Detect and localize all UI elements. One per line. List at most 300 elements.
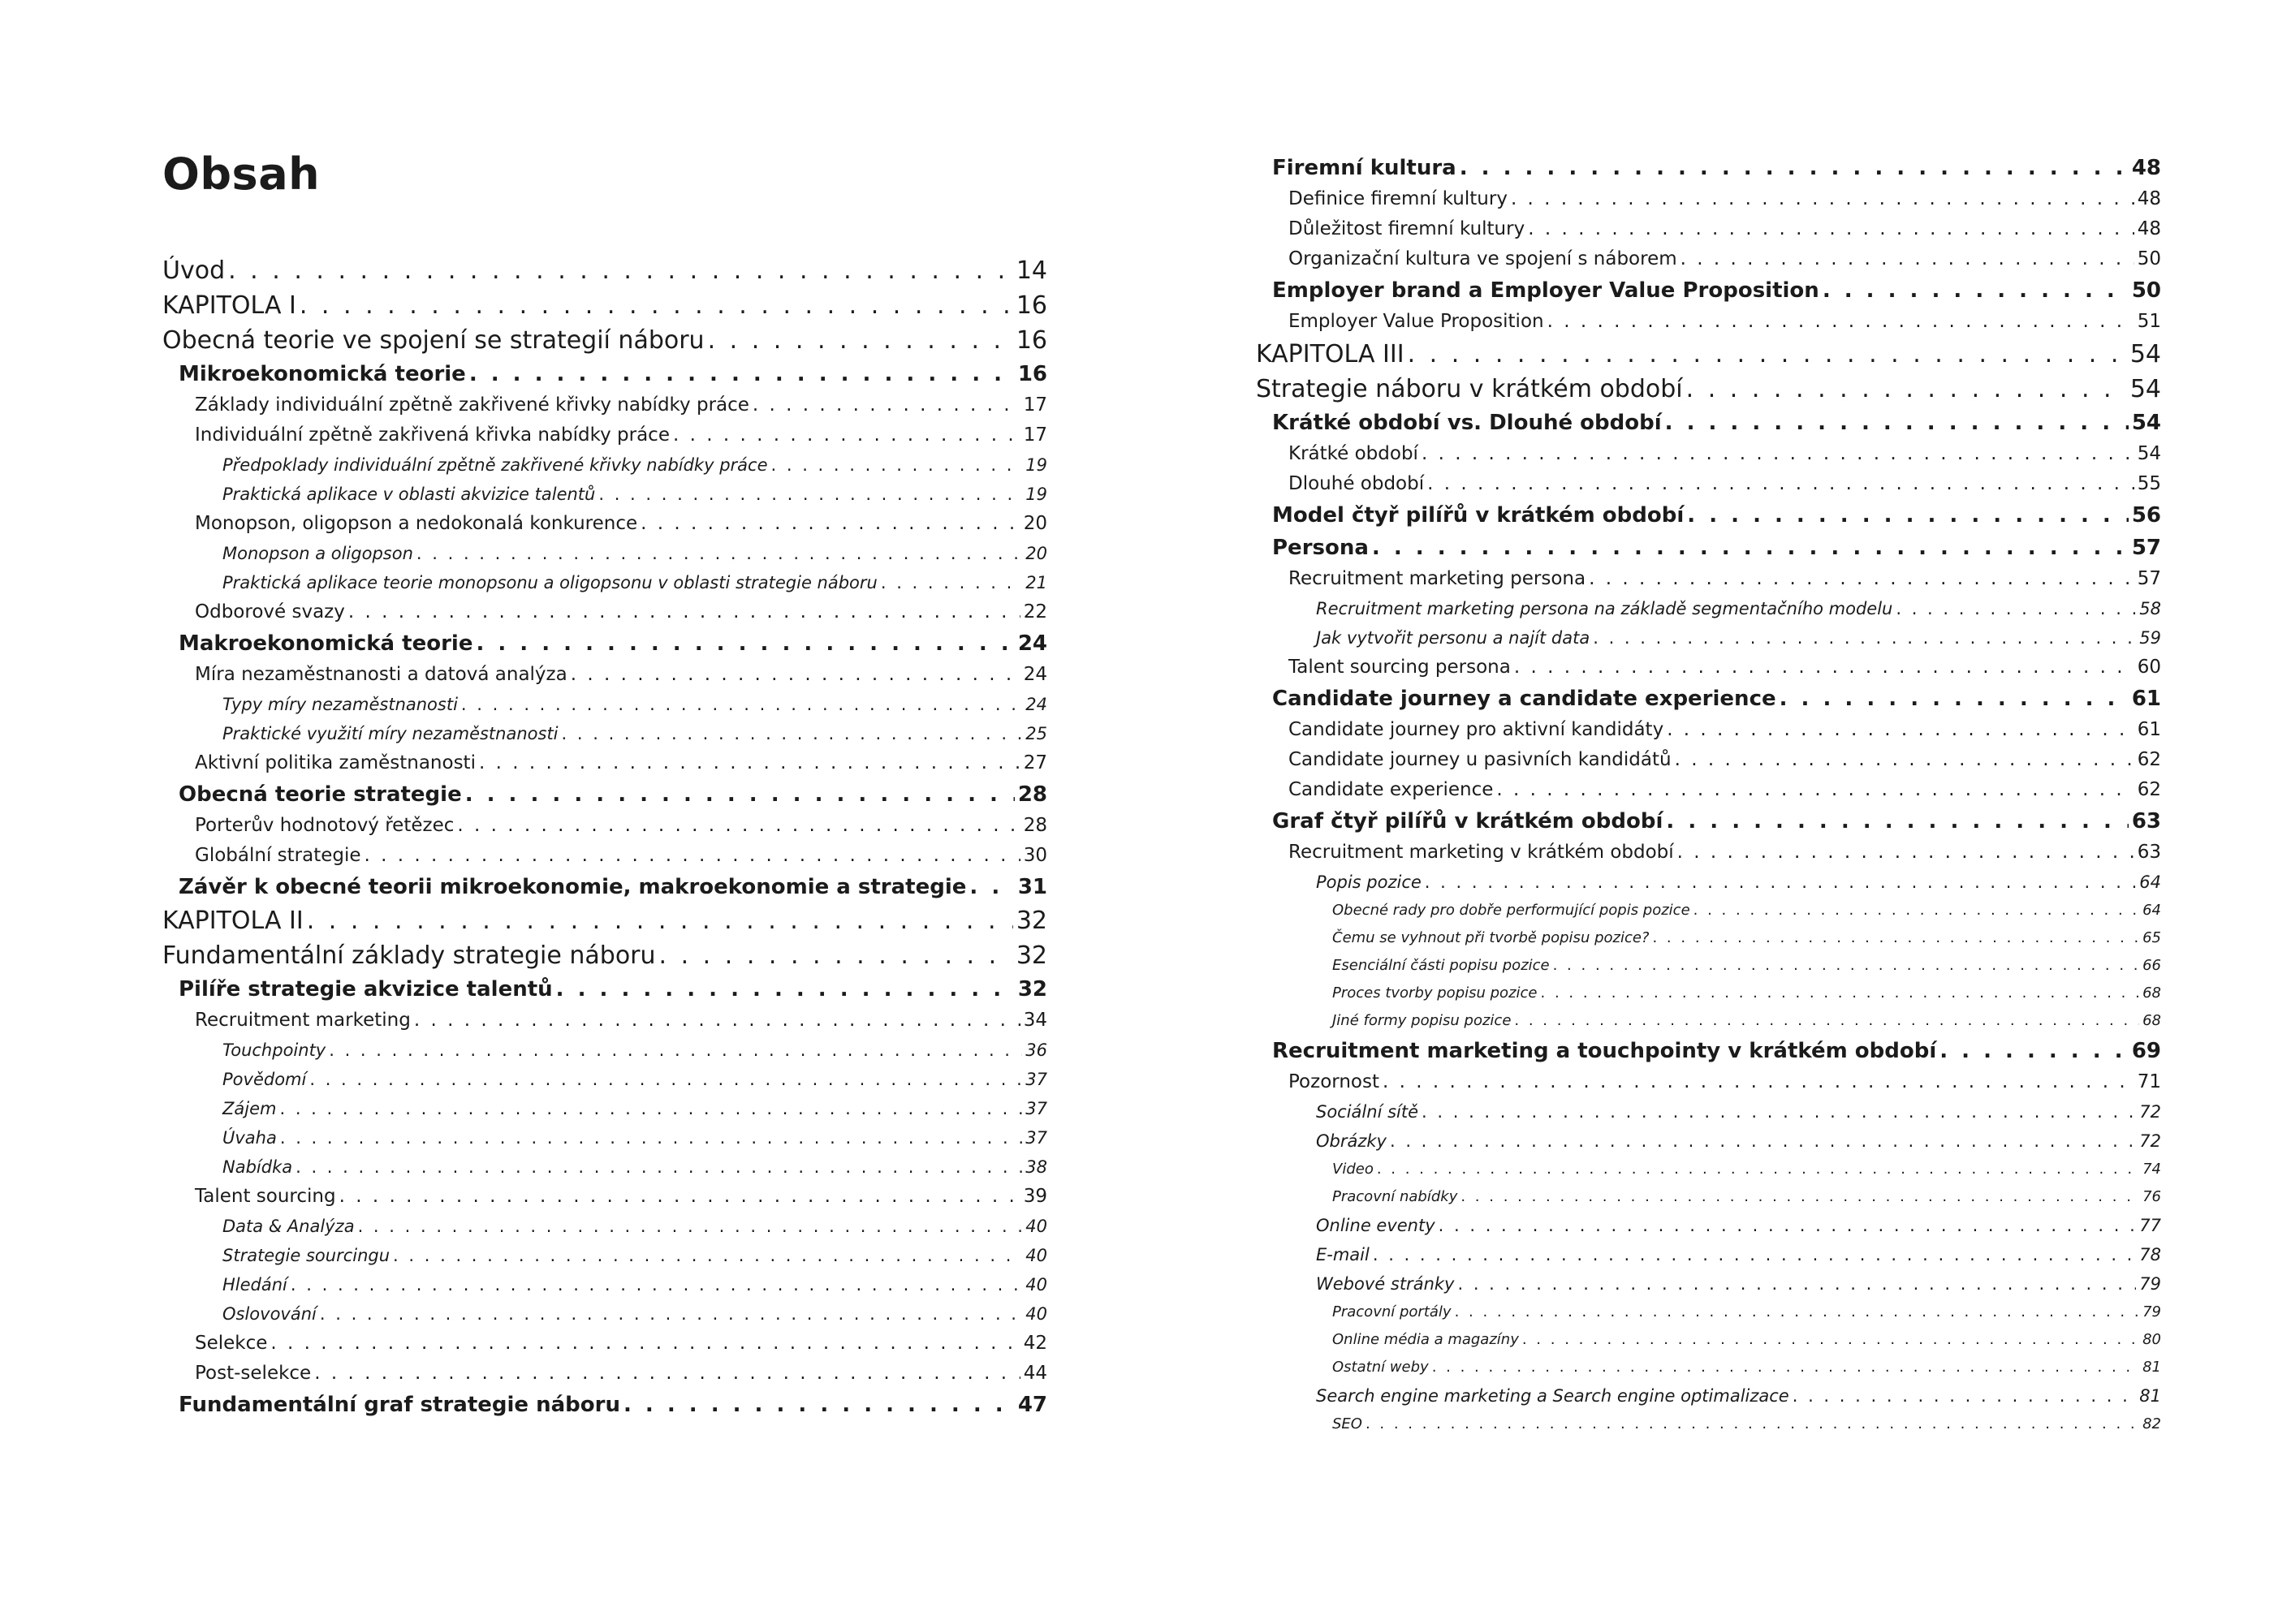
toc-entry-title: Úvaha (222, 1128, 277, 1148)
dot-leader (1460, 1183, 2139, 1211)
toc-entry-title: Strategie sourcingu (222, 1246, 390, 1265)
toc-entry-title: Candidate experience (1288, 779, 1494, 800)
toc-entry-title: Talent sourcing (195, 1186, 336, 1207)
toc-list-left (162, 253, 1047, 1421)
toc-entry-title: Recruitment marketing (195, 1010, 411, 1031)
toc-entry-page-number: 79 (2142, 1303, 2161, 1320)
dot-leader (556, 973, 1015, 1006)
toc-entry[interactable] (1256, 532, 2161, 564)
toc-entry-page-number: 42 (1023, 1333, 1047, 1354)
toc-entry-title: Organizační kultura ve spojení s náborem (1288, 248, 1677, 269)
dot-leader (598, 480, 1022, 509)
toc-entry-page-number: 57 (2131, 536, 2161, 560)
dot-leader (479, 748, 1020, 778)
dot-leader (1677, 838, 2134, 868)
toc-entry-page-number: 19 (1025, 455, 1047, 475)
toc-entry[interactable] (162, 1212, 1047, 1241)
toc-entry[interactable] (1256, 653, 2161, 683)
toc-entry[interactable] (162, 568, 1047, 597)
toc-entry-title: Pozornost (1288, 1071, 1379, 1092)
toc-entry-title: Úvod (162, 256, 226, 285)
dot-leader (708, 323, 1013, 358)
dot-leader (1366, 1411, 2139, 1438)
toc-entry-page-number: 37 (1025, 1070, 1047, 1089)
toc-entry-page-number: 54 (2131, 411, 2161, 435)
toc-entry-page-number: 40 (1025, 1217, 1047, 1236)
toc-entry-page-number: 31 (1017, 875, 1047, 899)
toc-entry-title: Předpoklady individuální zpětně zakřivené křivky nabídky práce (222, 455, 768, 475)
dot-leader (753, 390, 1020, 420)
dot-leader (1439, 1211, 2137, 1240)
toc-entry[interactable] (162, 1389, 1047, 1421)
dot-leader (465, 778, 1015, 811)
toc-entry-page-number: 25 (1025, 724, 1047, 743)
toc-entry-title: Nabídka (222, 1157, 293, 1177)
toc-entry-title: Persona (1272, 536, 1369, 560)
toc-entry-title: Model čtyř pilířů v krátkém období (1272, 503, 1685, 528)
toc-entry-title: Míra nezaměstnanosti a datová analýza (195, 664, 567, 685)
dot-leader (1373, 1240, 2136, 1269)
dot-leader (1667, 715, 2134, 745)
toc-entry-page-number: 37 (1025, 1099, 1047, 1118)
toc-entry-page-number: 37 (1025, 1128, 1047, 1148)
toc-entry-page-number: 16 (1017, 362, 1047, 386)
toc-entry-page-number: 81 (2139, 1386, 2161, 1406)
toc-entry-page-number: 66 (2142, 957, 2161, 974)
toc-entry[interactable] (1256, 274, 2161, 307)
dot-leader (348, 597, 1020, 627)
toc-entry[interactable] (1256, 1156, 2161, 1183)
toc-entry-page-number: 78 (2139, 1245, 2161, 1264)
toc-entry-title: Search engine marketing a Search engine optimalizace (1316, 1386, 1789, 1406)
toc-entry[interactable] (1256, 152, 2161, 184)
toc-entry-title: Webové stránky (1316, 1274, 1455, 1294)
toc-entry[interactable] (162, 1182, 1047, 1212)
dot-leader (1427, 469, 2134, 499)
dot-leader (1455, 1299, 2140, 1326)
toc-entry-title: Závěr k obecné teorii mikroekonomie, makroekonomie a strategie (179, 875, 967, 899)
toc-entry[interactable] (162, 1065, 1047, 1094)
dot-leader (1589, 564, 2134, 594)
toc-entry-page-number: 40 (1025, 1275, 1047, 1294)
toc-entry-title: Video (1332, 1161, 1374, 1178)
toc-entry[interactable] (162, 811, 1047, 841)
toc-entry-page-number: 55 (2137, 473, 2161, 494)
toc-entry-page-number: 63 (2131, 809, 2161, 834)
dot-leader (1687, 499, 2129, 532)
toc-entry-title: Jiné formy popisu pozice (1332, 1012, 1512, 1029)
toc-entry[interactable] (1256, 897, 2161, 924)
toc-entry[interactable] (162, 690, 1047, 719)
toc-entry[interactable] (162, 509, 1047, 539)
toc-entry-page-number: 63 (2137, 842, 2161, 863)
toc-entry-title: Obrázky (1316, 1131, 1387, 1151)
dot-leader (307, 903, 1013, 938)
toc-entry[interactable] (162, 973, 1047, 1006)
toc-entry-title: Ostatní weby (1332, 1359, 1429, 1376)
toc-entry-title: Typy míry nezaměstnanosti (222, 695, 458, 714)
dot-leader (457, 811, 1020, 841)
toc-entry-title: Monopson a oligopson (222, 544, 413, 563)
toc-entry-title: Základy individuální zpětně zakřivené křivky nabídky práce (195, 394, 749, 416)
dot-leader (365, 841, 1020, 871)
toc-entry-title: KAPITOLA III (1256, 340, 1404, 368)
toc-entry-title: Employer brand a Employer Value Proposition (1272, 278, 1819, 303)
dot-leader (228, 253, 1013, 288)
toc-entry[interactable] (162, 450, 1047, 480)
toc-entry[interactable] (1256, 594, 2161, 623)
toc-entry-page-number: 50 (2131, 278, 2161, 303)
toc-entry[interactable] (1256, 244, 2161, 274)
toc-entry[interactable] (162, 1270, 1047, 1299)
right-page (1146, 0, 2291, 1624)
toc-entry-title: Povědomí (222, 1070, 307, 1089)
toc-entry[interactable] (162, 1006, 1047, 1036)
toc-entry-page-number: 20 (1023, 513, 1047, 534)
toc-entry-title: Employer Value Proposition (1288, 311, 1544, 332)
dot-leader (1693, 897, 2139, 924)
toc-title: Obsah (162, 149, 321, 200)
dot-leader (329, 1036, 1022, 1065)
toc-entry[interactable] (1256, 337, 2161, 372)
toc-entry[interactable] (162, 358, 1047, 390)
toc-entry-title: Globální strategie (195, 845, 361, 866)
dot-leader (1652, 924, 2139, 952)
toc-entry[interactable] (162, 288, 1047, 323)
toc-entry-title: Mikroekonomická teorie (179, 362, 466, 386)
toc-entry-page-number: 81 (2142, 1359, 2161, 1376)
toc-entry[interactable] (1256, 439, 2161, 469)
toc-entry-page-number: 14 (1016, 256, 1047, 285)
dot-leader (969, 871, 1014, 903)
toc-entry-page-number: 74 (2142, 1161, 2161, 1178)
toc-entry-title: E-mail (1316, 1245, 1370, 1264)
toc-entry-title: Post-selekce (195, 1363, 312, 1384)
toc-entry-title: Zájem (222, 1099, 277, 1118)
dot-leader (1780, 683, 2129, 715)
toc-entry[interactable] (162, 627, 1047, 660)
dot-leader (1522, 1326, 2139, 1354)
toc-entry-page-number: 39 (1023, 1186, 1047, 1207)
toc-entry[interactable] (1256, 1126, 2161, 1156)
toc-entry[interactable] (162, 323, 1047, 358)
dot-leader (659, 938, 1013, 973)
toc-entry-page-number: 22 (1023, 601, 1047, 622)
toc-entry[interactable] (162, 1123, 1047, 1152)
toc-entry[interactable] (162, 480, 1047, 509)
toc-entry-page-number: 32 (1017, 977, 1047, 1002)
toc-entry-title: Obecná teorie ve spojení se strategií náboru (162, 326, 705, 355)
toc-entry-page-number: 17 (1023, 424, 1047, 446)
dot-leader (414, 1006, 1020, 1036)
toc-entry[interactable] (1256, 1411, 2161, 1438)
toc-entry-page-number: 48 (2137, 188, 2161, 209)
toc-entry[interactable] (1256, 372, 2161, 407)
toc-entry-page-number: 30 (1023, 845, 1047, 866)
dot-leader (1460, 152, 2129, 184)
dot-leader (1675, 745, 2134, 775)
toc-entry[interactable] (1256, 1067, 2161, 1097)
dot-leader (309, 1065, 1022, 1094)
toc-entry[interactable] (162, 390, 1047, 420)
dot-leader (1541, 980, 2140, 1007)
toc-entry-title: Candidate journey a candidate experience (1272, 687, 1776, 711)
toc-entry[interactable] (162, 539, 1047, 568)
toc-entry-title: Aktivní politika zaměstnanosti (195, 752, 476, 773)
toc-entry[interactable] (1256, 1299, 2161, 1326)
dot-leader (1457, 1269, 2136, 1299)
toc-entry-title: Online média a magazíny (1332, 1331, 1519, 1348)
toc-entry[interactable] (1256, 952, 2161, 980)
toc-entry-page-number: 57 (2137, 568, 2161, 589)
dot-leader (320, 1299, 1022, 1329)
toc-entry-page-number: 32 (1016, 907, 1047, 935)
toc-entry-page-number: 56 (2131, 503, 2161, 528)
toc-entry-title: Dlouhé období (1288, 473, 1425, 494)
toc-entry-page-number: 21 (1025, 573, 1047, 592)
toc-entry-title: Popis pozice (1316, 872, 1422, 892)
toc-entry-title: Fundamentální graf strategie náboru (179, 1393, 620, 1417)
toc-entry-page-number: 16 (1016, 326, 1047, 355)
toc-entry-title: Sociální sítě (1316, 1102, 1419, 1122)
toc-entry[interactable] (162, 1094, 1047, 1123)
dot-leader (1390, 1126, 2136, 1156)
toc-entry-title: SEO (1332, 1415, 1362, 1432)
toc-entry[interactable] (1256, 868, 2161, 897)
toc-entry-title: Definice firemní kultury (1288, 188, 1508, 209)
toc-entry-title: Odborové svazy (195, 601, 345, 622)
toc-entry[interactable] (162, 1359, 1047, 1389)
toc-entry-title: Recruitment marketing v krátkém období (1288, 842, 1674, 863)
toc-entry-page-number: 59 (2139, 628, 2161, 648)
toc-entry[interactable] (162, 253, 1047, 288)
toc-entry-page-number: 80 (2142, 1331, 2161, 1348)
toc-entry[interactable] (162, 1241, 1047, 1270)
toc-entry-page-number: 54 (2129, 340, 2161, 368)
toc-entry-page-number: 61 (2131, 687, 2161, 711)
toc-entry-page-number: 61 (2137, 719, 2161, 740)
toc-entry-title: Pracovní portály (1332, 1303, 1452, 1320)
toc-entry[interactable] (162, 871, 1047, 903)
toc-entry[interactable] (1256, 1035, 2161, 1067)
toc-entry-title: Porterův hodnotový řetězec (195, 815, 455, 836)
toc-entry-page-number: 58 (2139, 599, 2161, 618)
toc-entry[interactable] (1256, 1269, 2161, 1299)
toc-entry-page-number: 79 (2139, 1274, 2161, 1294)
toc-entry-page-number: 68 (2142, 984, 2161, 1002)
toc-entry-page-number: 62 (2137, 779, 2161, 800)
toc-entry-page-number: 28 (1017, 782, 1047, 807)
toc-entry[interactable] (1256, 838, 2161, 868)
dot-leader (1593, 623, 2136, 653)
toc-entry-title: Hledání (222, 1275, 287, 1294)
toc-entry[interactable] (1256, 184, 2161, 214)
toc-entry-title: Recruitment marketing persona (1288, 568, 1586, 589)
dot-leader (1665, 407, 2129, 439)
toc-entry[interactable] (162, 1036, 1047, 1065)
toc-entry[interactable] (1256, 1326, 2161, 1354)
dot-leader (641, 509, 1020, 539)
toc-entry-title: Makroekonomická teorie (179, 631, 473, 656)
toc-entry-page-number: 40 (1025, 1246, 1047, 1265)
toc-entry[interactable] (162, 938, 1047, 973)
dot-leader (1528, 214, 2134, 244)
toc-entry-page-number: 48 (2137, 218, 2161, 239)
toc-entry-title: Touchpointy (222, 1040, 326, 1060)
toc-entry[interactable] (1256, 214, 2161, 244)
toc-entry-page-number: 50 (2137, 248, 2161, 269)
toc-entry-title: Graf čtyř pilířů v krátkém období (1272, 809, 1663, 834)
toc-entry[interactable] (1256, 805, 2161, 838)
toc-entry[interactable] (1256, 1211, 2161, 1240)
toc-entry-title: Fundamentální základy strategie náboru (162, 941, 656, 970)
toc-entry-page-number: 51 (2137, 311, 2161, 332)
toc-entry[interactable] (1256, 1007, 2161, 1035)
toc-entry-page-number: 38 (1025, 1157, 1047, 1177)
toc-entry-page-number: 44 (1023, 1363, 1047, 1384)
dot-leader (291, 1270, 1022, 1299)
toc-entry-title: Online eventy (1316, 1216, 1435, 1235)
dot-leader (1511, 184, 2134, 214)
toc-entry-page-number: 76 (2142, 1188, 2161, 1205)
toc-entry[interactable] (1256, 307, 2161, 337)
dot-leader (416, 539, 1022, 568)
dot-leader (771, 450, 1023, 480)
toc-entry-page-number: 47 (1017, 1393, 1047, 1417)
toc-entry[interactable] (1256, 1097, 2161, 1126)
toc-entry[interactable] (1256, 683, 2161, 715)
dot-leader (881, 568, 1022, 597)
dot-leader (1896, 594, 2136, 623)
toc-entry-title: Krátké období vs. Dlouhé období (1272, 411, 1662, 435)
toc-entry[interactable] (162, 903, 1047, 938)
toc-entry[interactable] (162, 1299, 1047, 1329)
toc-entry-title: Obecná teorie strategie (179, 782, 462, 807)
toc-entry[interactable] (162, 1329, 1047, 1359)
toc-entry-page-number: 27 (1023, 752, 1047, 773)
dot-leader (623, 1389, 1015, 1421)
toc-entry[interactable] (162, 778, 1047, 811)
dot-leader (1514, 1007, 2139, 1035)
dot-leader (476, 627, 1014, 660)
toc-entry-title: Monopson, oligopson a nedokonalá konkurence (195, 513, 638, 534)
toc-entry-title: KAPITOLA I (162, 291, 296, 320)
toc-entry-title: Proces tvorby popisu pozice (1332, 984, 1538, 1002)
toc-entry-page-number: 72 (2139, 1131, 2161, 1151)
toc-entry-title: Praktická aplikace v oblasti akvizice talentů (222, 485, 596, 504)
toc-entry[interactable] (1256, 499, 2161, 532)
toc-entry[interactable] (1256, 1381, 2161, 1411)
toc-entry-page-number: 24 (1017, 631, 1047, 656)
toc-entry[interactable] (162, 748, 1047, 778)
dot-leader (1377, 1156, 2139, 1183)
dot-leader (1425, 868, 2136, 897)
dot-leader (1547, 307, 2134, 337)
toc-entry[interactable] (1256, 924, 2161, 952)
dot-leader (1432, 1354, 2139, 1381)
toc-entry-title: Talent sourcing persona (1288, 657, 1511, 678)
toc-entry[interactable] (162, 719, 1047, 748)
dot-leader (296, 1152, 1022, 1182)
toc-entry[interactable] (1256, 980, 2161, 1007)
toc-entry[interactable] (162, 660, 1047, 690)
toc-entry-title: Praktické využití míry nezaměstnanosti (222, 724, 559, 743)
dot-leader (270, 1329, 1020, 1359)
toc-entry-page-number: 36 (1025, 1040, 1047, 1060)
toc-entry-page-number: 24 (1025, 695, 1047, 714)
dot-leader (571, 660, 1020, 690)
toc-entry[interactable] (1256, 469, 2161, 499)
toc-entry-page-number: 77 (2139, 1216, 2161, 1235)
dot-leader (1823, 274, 2129, 307)
toc-entry-title: Candidate journey pro aktivní kandidáty (1288, 719, 1664, 740)
toc-entry[interactable] (1256, 1240, 2161, 1269)
toc-entry-page-number: 19 (1025, 485, 1047, 504)
toc-entry-page-number: 69 (2131, 1039, 2161, 1063)
toc-entry-title: Pracovní nabídky (1332, 1188, 1458, 1205)
dot-leader (1422, 1097, 2136, 1126)
toc-entry-title: Krátké období (1288, 443, 1418, 464)
toc-entry[interactable] (162, 1152, 1047, 1182)
toc-entry[interactable] (1256, 715, 2161, 745)
toc-entry-page-number: 64 (2139, 872, 2161, 892)
toc-entry-page-number: 24 (1023, 664, 1047, 685)
toc-entry-page-number: 17 (1023, 394, 1047, 416)
dot-leader (1680, 244, 2134, 274)
toc-entry-page-number: 40 (1025, 1304, 1047, 1324)
toc-entry-page-number: 60 (2137, 657, 2161, 678)
dot-leader (279, 1094, 1022, 1123)
toc-entry[interactable] (1256, 407, 2161, 439)
toc-entry-title: KAPITOLA II (162, 907, 304, 935)
toc-entry[interactable] (162, 597, 1047, 627)
dot-leader (1408, 337, 2127, 372)
toc-entry-page-number: 54 (2129, 375, 2161, 403)
dot-leader (1496, 775, 2134, 805)
toc-entry[interactable] (1256, 1354, 2161, 1381)
toc-entry[interactable] (1256, 564, 2161, 594)
toc-entry[interactable] (1256, 775, 2161, 805)
toc-entry-title: Jak vytvořit personu a najít data (1316, 628, 1590, 648)
toc-entry-page-number: 32 (1016, 941, 1047, 970)
dot-leader (358, 1212, 1023, 1241)
dot-leader (1514, 653, 2134, 683)
dot-leader (469, 358, 1015, 390)
dot-leader (314, 1359, 1020, 1389)
toc-entry[interactable] (1256, 623, 2161, 653)
toc-entry-page-number: 82 (2142, 1415, 2161, 1432)
toc-entry-page-number: 54 (2137, 443, 2161, 464)
toc-entry-page-number: 62 (2137, 749, 2161, 770)
toc-entry[interactable] (1256, 1183, 2161, 1211)
toc-entry-page-number: 64 (2142, 902, 2161, 919)
dot-leader (339, 1182, 1020, 1212)
toc-entry[interactable] (162, 841, 1047, 871)
toc-entry[interactable] (162, 420, 1047, 450)
toc-entry-title: Recruitment marketing a touchpointy v krátkém období (1272, 1039, 1937, 1063)
toc-entry-title: Recruitment marketing persona na základě segmentačního modelu (1316, 599, 1893, 618)
toc-entry[interactable] (1256, 745, 2161, 775)
toc-entry-page-number: 28 (1023, 815, 1047, 836)
dot-leader (1422, 439, 2134, 469)
dot-leader (461, 690, 1022, 719)
toc-entry-title: Oslovování (222, 1304, 317, 1324)
toc-entry-title: Candidate journey u pasivních kandidátů (1288, 749, 1672, 770)
dot-leader (280, 1123, 1022, 1152)
toc-entry-page-number: 34 (1023, 1010, 1047, 1031)
dot-leader (1939, 1035, 2129, 1067)
toc-list-right (1256, 152, 2161, 1438)
